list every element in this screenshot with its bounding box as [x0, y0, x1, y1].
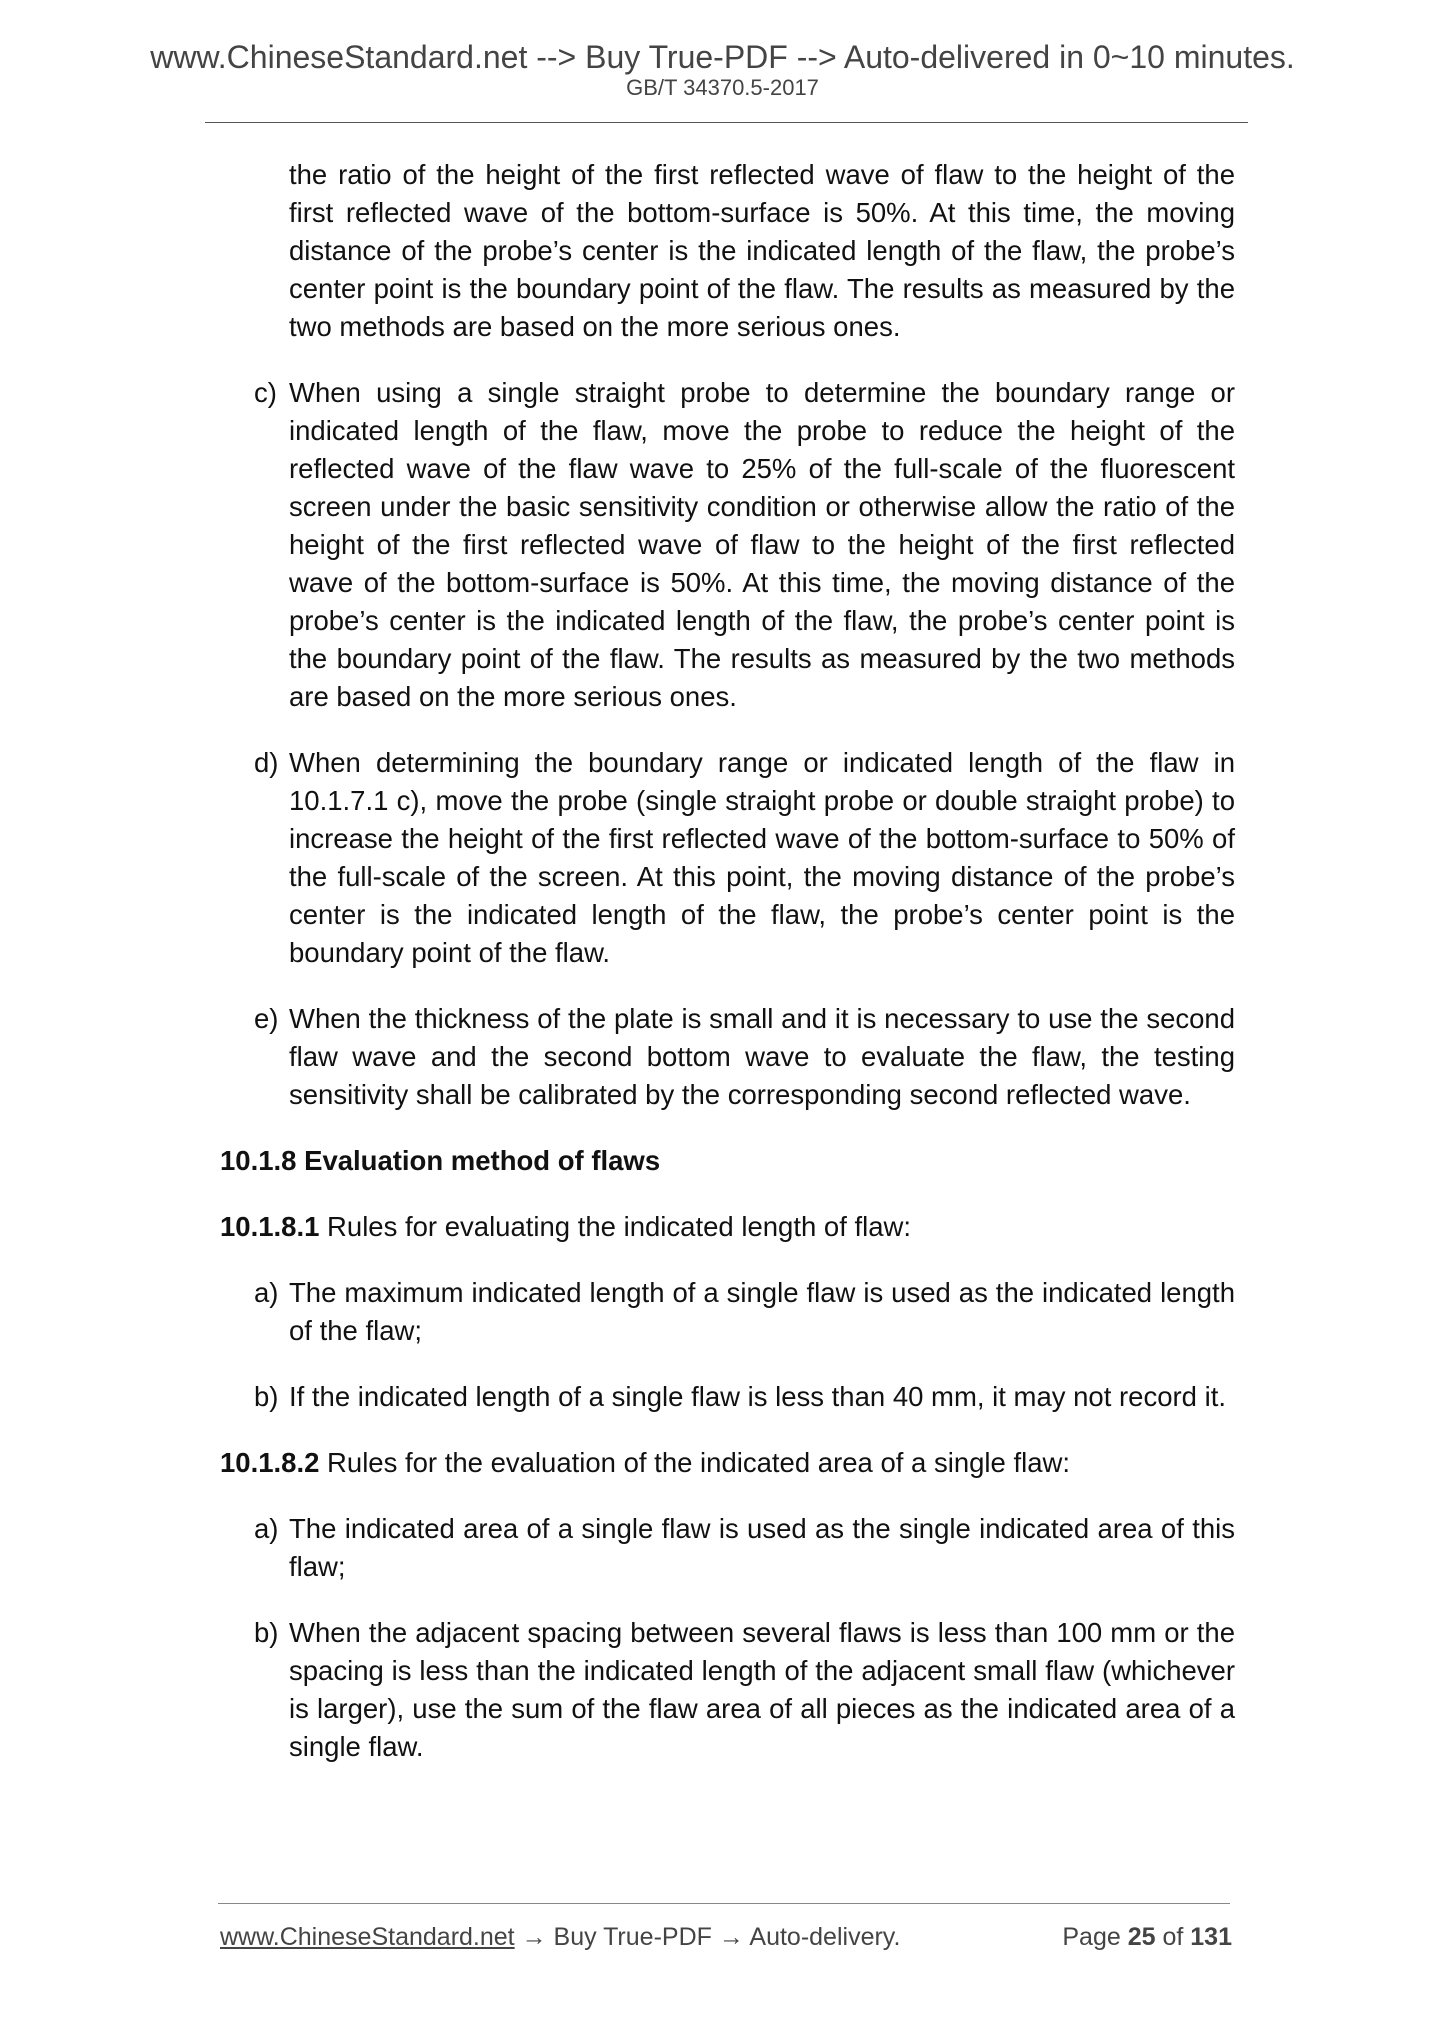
page-total: 131 — [1190, 1923, 1232, 1951]
footer-divider — [218, 1903, 1230, 1904]
page-indicator — [1062, 1923, 1232, 1952]
footer-site-link[interactable]: www.ChineseStandard.net — [220, 1923, 515, 1951]
list-marker: b) — [254, 1617, 279, 1648]
page-label: Page — [1062, 1923, 1128, 1951]
list-item-text: The indicated area of a single flaw is used as the single indicated area of this flaw; — [289, 1513, 1235, 1582]
subsection-number: 10.1.8.1 — [220, 1211, 320, 1242]
list-marker: a) — [254, 1277, 279, 1308]
list-marker: b) — [254, 1381, 279, 1412]
list-item-d — [220, 744, 1235, 972]
list-marker: c) — [254, 377, 277, 408]
page-content — [220, 156, 1235, 1766]
section-heading-text: 10.1.8 Evaluation method of flaws — [220, 1145, 661, 1176]
list-item-a — [220, 1510, 1235, 1586]
list-item-c — [220, 374, 1235, 716]
list-item-b — [220, 1614, 1235, 1766]
list-item-text: When the thickness of the plate is small and it is necessary to use the second flaw wave and the second bottom wave to evaluate the flaw, the testing sensitivity shall be calibrated by the corresponding second reflected wave. — [289, 1003, 1235, 1110]
list-marker: d) — [254, 747, 279, 778]
continuation-paragraph: the ratio of the height of the first reflected wave of flaw to the height of the first reflected wave of the bottom-surface is 50%. At this time, the moving distance of the probe’s center is the indicated length of the flaw, the probe’s center point is the boundary point of the flaw. The results as measured by the two methods are based on the more serious ones. — [289, 159, 1235, 342]
footer-promo — [220, 1923, 900, 1952]
subsection-number: 10.1.8.2 — [220, 1447, 320, 1478]
footer-promo-text: → Buy True-PDF → Auto-delivery. — [514, 1923, 901, 1951]
page-number: 25 — [1127, 1923, 1156, 1951]
header-divider — [205, 122, 1248, 123]
list-item-e — [220, 1000, 1235, 1114]
subsection-title: Rules for the evaluation of the indicated area of a single flaw: — [319, 1447, 1071, 1478]
list-marker: a) — [254, 1513, 279, 1544]
site-banner: www.ChineseStandard.net --> Buy True-PDF --> Auto-delivered in 0~10 minutes. — [150, 39, 1295, 75]
of-label: of — [1155, 1923, 1191, 1951]
list-marker: e) — [254, 1003, 279, 1034]
list-item-text: If the indicated length of a single flaw is less than 40 mm, it may not record it. — [289, 1381, 1226, 1412]
list-item-text: When determining the boundary range or indicated length of the flaw in 10.1.7.1 c), move the probe (single straight probe or double straight probe) to increase the height of the first reflected wave of the bottom-surface to 50% of the full-scale of the screen. At this point, the moving distance of the probe’s center is the indicated length of the flaw, the probe’s center point is the boundary point of the flaw. — [289, 747, 1235, 968]
subsection-heading-10-1-8-2 — [220, 1444, 1235, 1482]
section-heading-10-1-8 — [220, 1142, 1235, 1180]
list-item-text: The maximum indicated length of a single flaw is used as the indicated length of the flaw; — [289, 1277, 1235, 1346]
standard-number: GB/T 34370.5-2017 — [626, 75, 819, 100]
subsection-heading-10-1-8-1 — [220, 1208, 1235, 1246]
subsection-title: Rules for evaluating the indicated length of flaw: — [319, 1211, 912, 1242]
list-item-text: When the adjacent spacing between several flaws is less than 100 mm or the spacing is less than the indicated length of the adjacent small flaw (whichever is larger), use the sum of the flaw area of all pieces as the indicated area of a single flaw. — [289, 1617, 1235, 1762]
list-item-text: When using a single straight probe to determine the boundary range or indicated length of the flaw, move the probe to reduce the height of the reflected wave of the flaw wave to 25% of the full-scale of the fluorescent screen under the basic sensitivity condition or otherwise allow the ratio of the height of the first reflected wave of flaw to the height of the first reflected wave of the bottom-surface is 50%. At this time, the moving distance of the probe’s center is the indicated length of the flaw, the probe’s center point is the boundary point of the flaw. The results as measured by the two methods are based on the more serious ones. — [289, 377, 1235, 712]
list-item-a — [220, 1274, 1235, 1350]
list-item-b — [220, 1378, 1235, 1416]
